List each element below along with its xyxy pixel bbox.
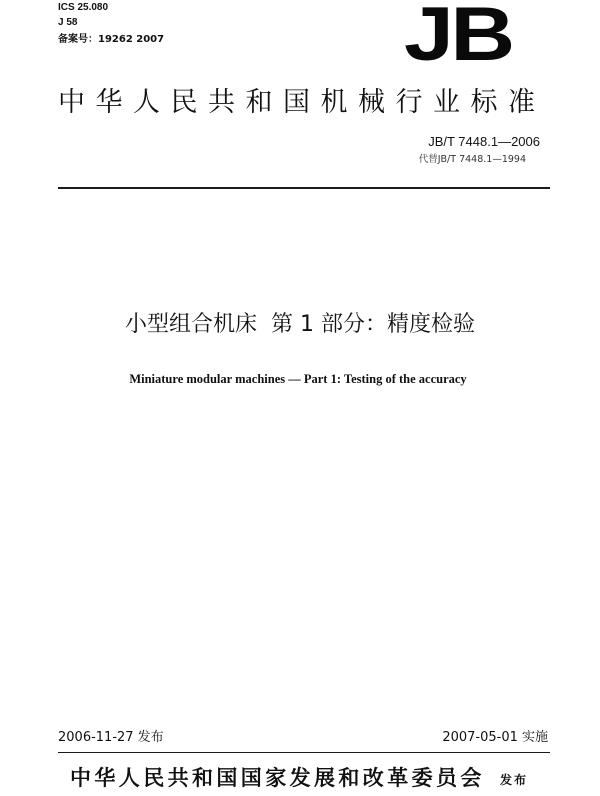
document-title-english: Miniature modular machines — Part 1: Testing of the accuracy <box>129 372 467 386</box>
implementation-date: 2007-05-01 实施 <box>442 730 548 745</box>
bottom-divider <box>58 752 550 753</box>
standard-number: JB/T 7448.1—2006 <box>428 134 540 149</box>
standard-category-heading: 中华人民共和国机械行业标准 <box>58 87 546 118</box>
issuing-authority: 中华人民共和国国家发展和改革委员会 <box>70 766 485 790</box>
ics-code: ICS 25.080 <box>58 2 109 13</box>
record-number: 备案号：19262 2007 <box>58 34 165 45</box>
issue-date: 2006-11-27 发布 <box>58 730 164 745</box>
document-title-chinese: 小型组合机床 第 1 部分：精度检验 <box>125 312 475 337</box>
replaces-standard: 代替JB/T 7448.1—1994 <box>418 154 526 165</box>
jb-logo: JB <box>404 0 512 77</box>
issuing-action-label: 发布 <box>500 773 529 787</box>
classification-code: J 58 <box>58 17 78 28</box>
top-divider <box>58 187 550 189</box>
